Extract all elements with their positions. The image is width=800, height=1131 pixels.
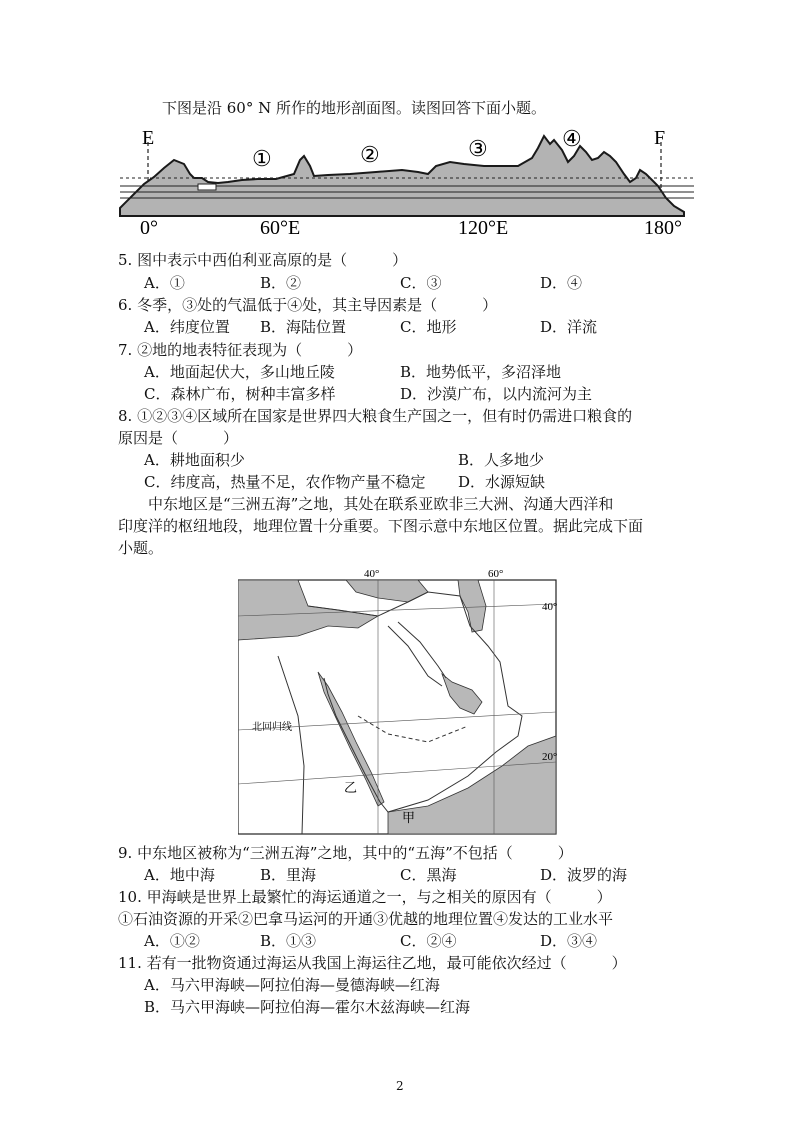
tick-180: 180° xyxy=(644,217,682,239)
q10-option-d[interactable]: D．③④ xyxy=(540,932,598,950)
q6-option-a[interactable]: A．纬度位置 xyxy=(144,318,230,336)
q9-option-a[interactable]: A．地中海 xyxy=(144,866,215,884)
q5-stem: 5. 图中表示中西伯利亚高原的是（ ） xyxy=(118,251,408,269)
q9-option-d[interactable]: D．波罗的海 xyxy=(540,866,628,884)
label-yi: 乙 xyxy=(344,781,358,796)
q6-option-b[interactable]: B．海陆位置 xyxy=(260,318,347,336)
label-e: E xyxy=(142,127,155,149)
terrain-silhouette xyxy=(120,136,684,216)
q10-option-c[interactable]: C．②④ xyxy=(400,932,457,950)
q8-option-b[interactable]: B．人多地少 xyxy=(458,451,545,469)
q10-option-a[interactable]: A．①② xyxy=(144,932,200,950)
label-jia: 甲 xyxy=(402,811,416,826)
terrain-profile xyxy=(118,122,698,242)
q11-stem: 11. 若有一批物资通过海运从我国上海运往乙地，最可能依次经过（ ） xyxy=(118,954,627,972)
lat-label-40: 40° xyxy=(542,601,558,613)
intro2-line3: 小题。 xyxy=(118,539,164,557)
q7-option-c[interactable]: C．森林广布，树种丰富多样 xyxy=(144,385,336,403)
region-2: ② xyxy=(360,142,380,167)
q9-option-c[interactable]: C．黑海 xyxy=(400,866,457,884)
label-f: F xyxy=(654,127,666,149)
lat-label-20: 20° xyxy=(542,751,558,763)
intro2-line1: 中东地区是“三洲五海”之地，其处在联系亚欧非三大洲、沟通大西洋和 xyxy=(148,495,614,513)
q11-option-a[interactable]: A．马六甲海峡—阿拉伯海—曼德海峡—红海 xyxy=(144,976,440,994)
tick-120e: 120°E xyxy=(458,217,509,239)
lon-label-40: 40° xyxy=(364,568,380,580)
q8-stem-line2: 原因是（ ） xyxy=(118,429,239,447)
q8-stem-line1: 8. ①②③④区域所在国家是世界四大粮食生产国之一，但有时仍需进口粮食的 xyxy=(118,407,633,425)
lon-label-60: 60° xyxy=(488,568,504,580)
region-3: ③ xyxy=(468,136,488,161)
q5-option-c[interactable]: C．③ xyxy=(400,274,442,292)
q9-option-b[interactable]: B．里海 xyxy=(260,866,317,884)
q7-option-d[interactable]: D．沙漠广布，以内流河为主 xyxy=(400,385,593,403)
tropic-label: 北回归线 xyxy=(252,722,292,733)
q7-stem: 7. ②地的地表特征表现为（ ） xyxy=(118,341,363,359)
q6-option-d[interactable]: D．洋流 xyxy=(540,318,598,336)
q8-option-a[interactable]: A．耕地面积少 xyxy=(144,451,245,469)
q8-option-c[interactable]: C．纬度高，热量不足，农作物产量不稳定 xyxy=(144,473,426,491)
lowland-notch xyxy=(198,184,216,190)
q5-option-d[interactable]: D．④ xyxy=(540,274,583,292)
q10-option-b[interactable]: B．①③ xyxy=(260,932,317,950)
q11-option-b[interactable]: B．马六甲海峡—阿拉伯海—霍尔木兹海峡—红海 xyxy=(144,998,471,1016)
q5-option-b[interactable]: B．② xyxy=(260,274,302,292)
intro-text: 下图是沿 60° N 所作的地形剖面图。读图回答下面小题。 xyxy=(162,99,547,117)
q6-option-c[interactable]: C．地形 xyxy=(400,318,457,336)
q10-stem: 10. 甲海峡是世界上最繁忙的海运通道之一，与之相关的原因有（ ） xyxy=(118,888,612,906)
region-4: ④ xyxy=(562,126,582,151)
tick-60e: 60°E xyxy=(260,217,301,239)
page-number: 2 xyxy=(396,1079,404,1093)
middle-east-map xyxy=(238,566,558,836)
q5-option-a[interactable]: A．① xyxy=(144,274,185,292)
tick-0: 0° xyxy=(140,217,158,239)
q10-statements: ①石油资源的开采②巴拿马运河的开通③优越的地理位置④发达的工业水平 xyxy=(118,910,614,928)
q6-stem: 6. 冬季，③处的气温低于④处，其主导因素是（ ） xyxy=(118,296,498,314)
q9-stem: 9. 中东地区被称为“三洲五海”之地，其中的“五海”不包括（ ） xyxy=(118,844,573,862)
q7-option-a[interactable]: A．地面起伏大，多山地丘陵 xyxy=(144,363,335,381)
q8-option-d[interactable]: D．水源短缺 xyxy=(458,473,546,491)
region-1: ① xyxy=(252,146,272,171)
q7-option-b[interactable]: B．地势低平，多沼泽地 xyxy=(400,363,562,381)
intro2-line2: 印度洋的枢纽地段，地理位置十分重要。下图示意中东地区位置。据此完成下面 xyxy=(118,517,644,535)
